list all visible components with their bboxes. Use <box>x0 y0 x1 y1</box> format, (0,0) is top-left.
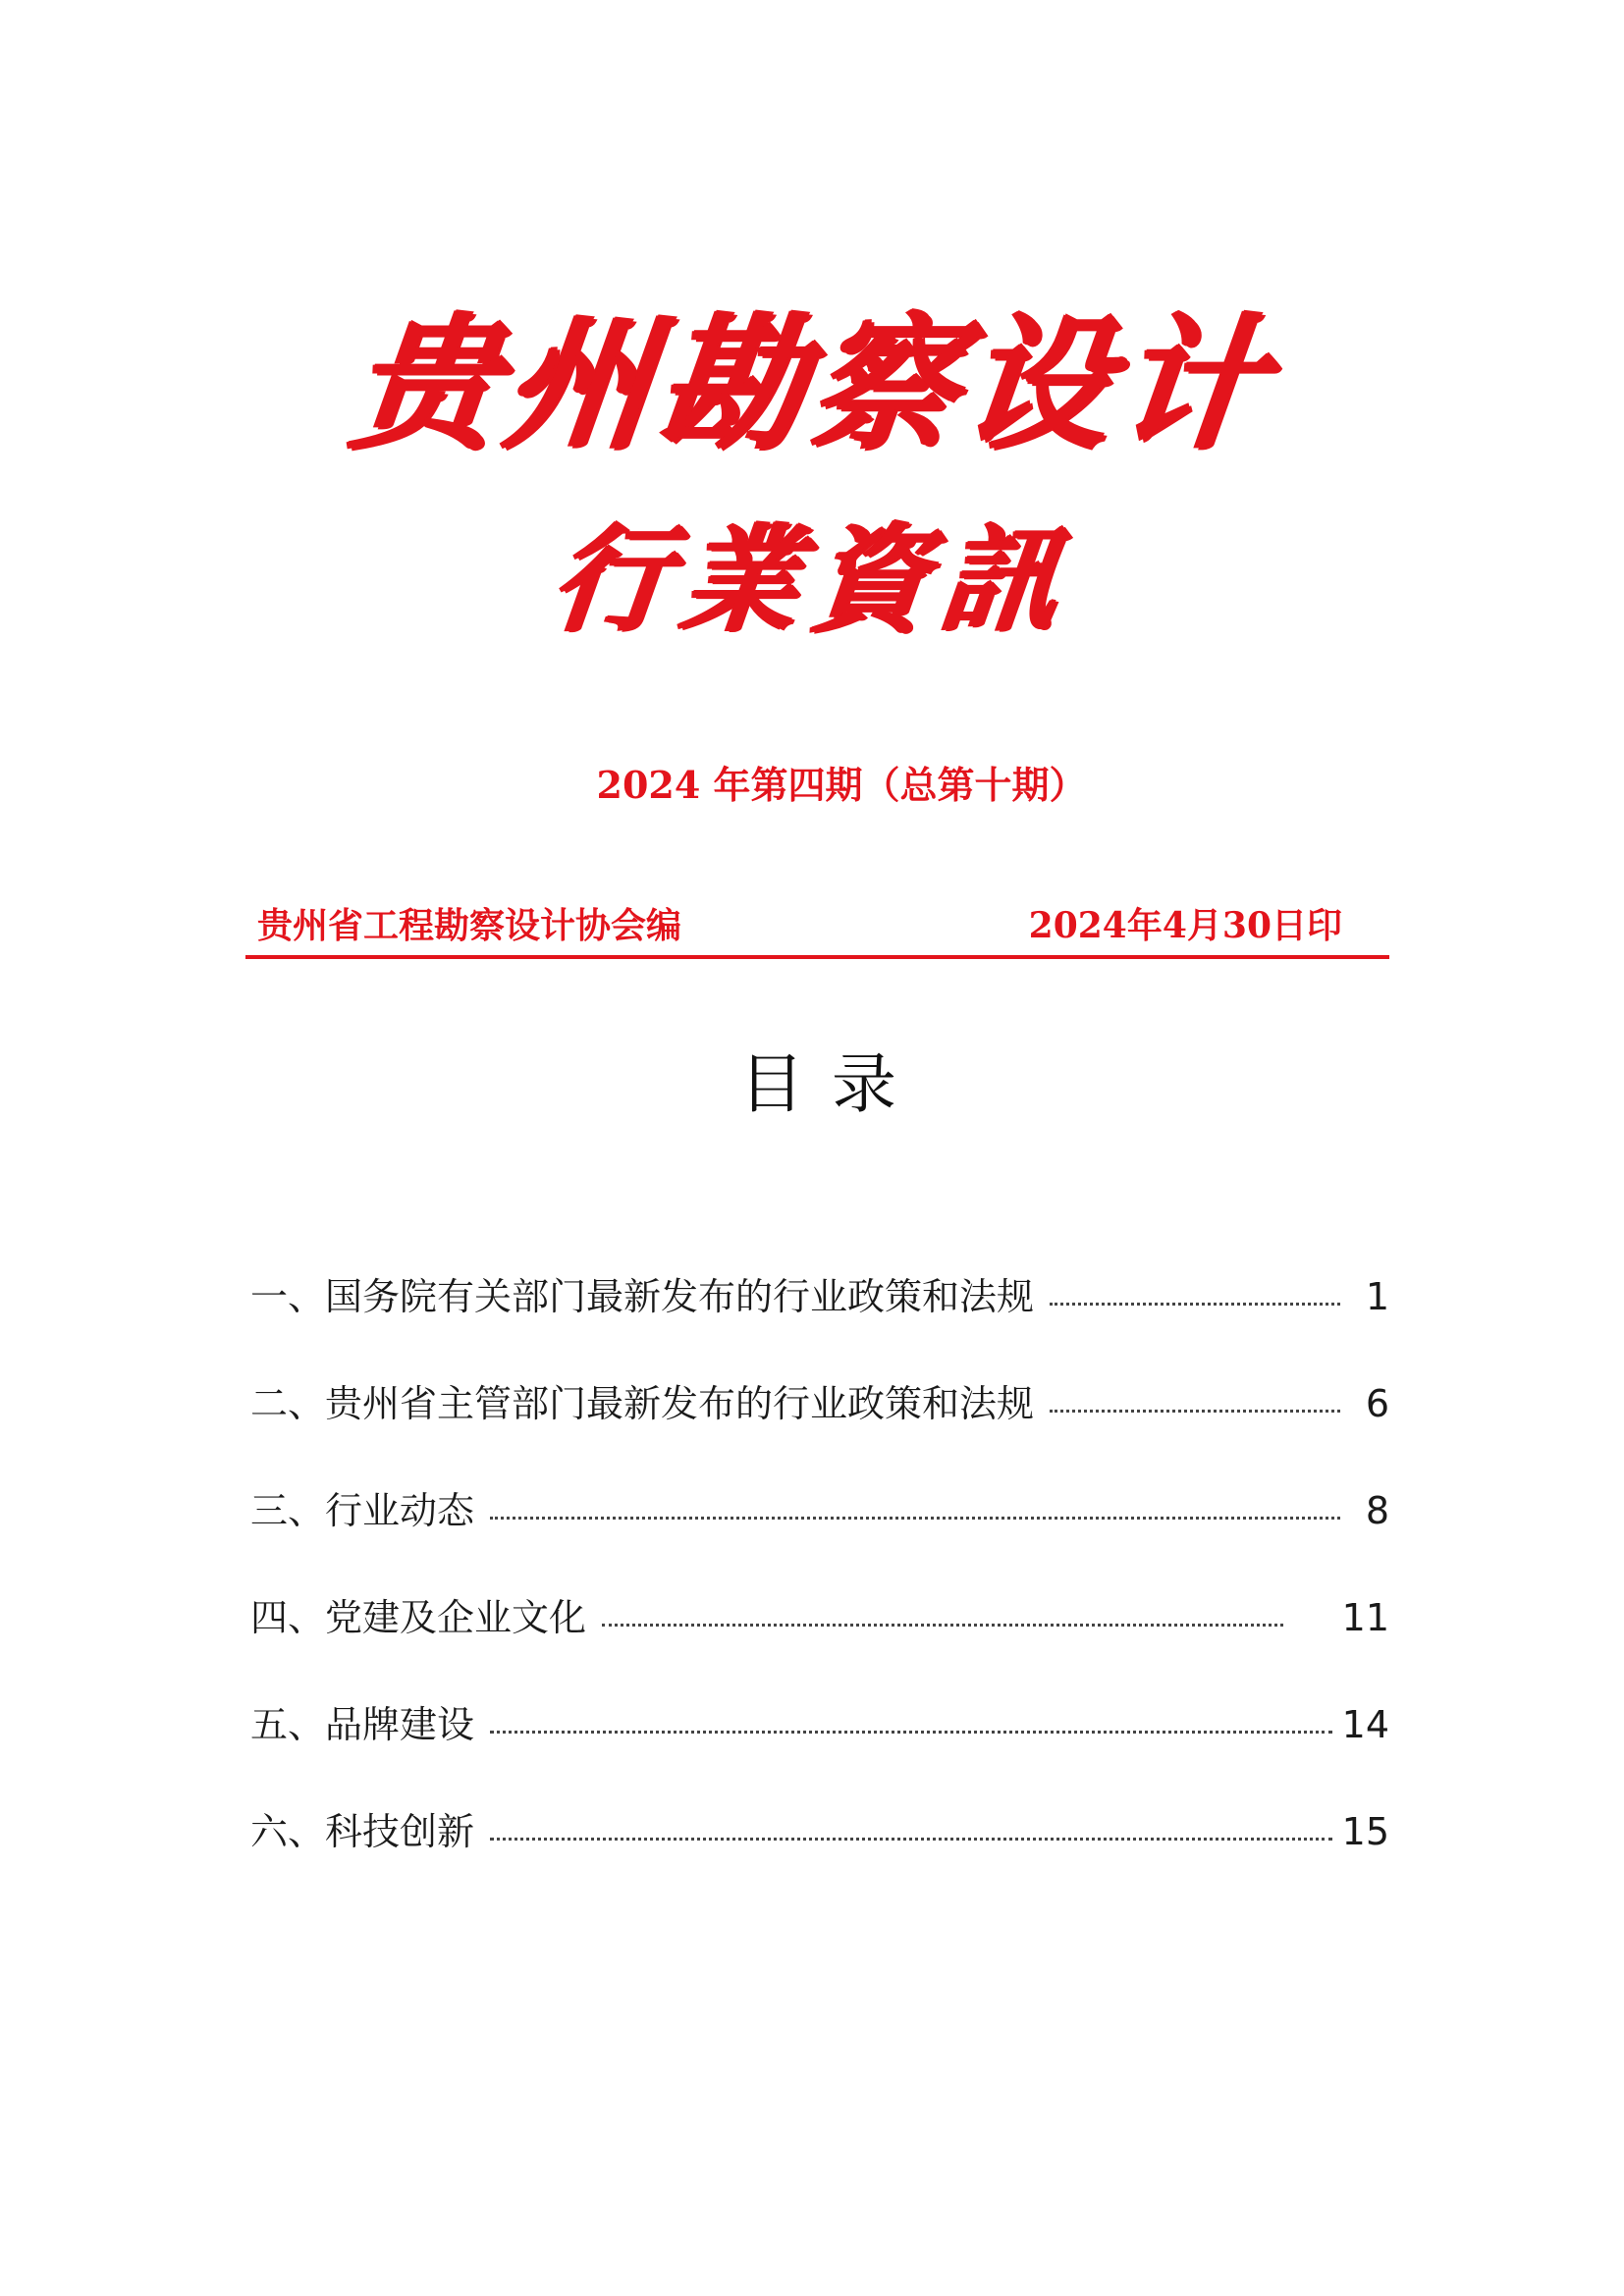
toc-dot-leader <box>490 1838 1332 1841</box>
toc-dot-leader <box>490 1731 1332 1734</box>
toc-item[interactable] <box>250 1480 1389 1587</box>
toc-item-page: 11 <box>1341 1596 1389 1639</box>
masthead-subtitle: 行業資訊 <box>545 510 1079 647</box>
table-of-contents <box>250 1266 1389 1908</box>
toc-item-label: 二、贵州省主管部门最新发布的行业政策和法规 <box>250 1382 1035 1425</box>
toc-item-page: 8 <box>1365 1489 1389 1532</box>
toc-dot-leader <box>490 1517 1340 1520</box>
toc-item-label: 四、党建及企业文化 <box>250 1596 587 1639</box>
toc-item-label: 三、行业动态 <box>250 1489 475 1532</box>
toc-item[interactable] <box>250 1694 1389 1801</box>
toc-heading: 目录 <box>739 1046 924 1122</box>
toc-item[interactable] <box>250 1373 1389 1480</box>
issue-number: 2024 年第四期（总第十期） <box>596 763 1087 807</box>
toc-item[interactable] <box>250 1801 1389 1908</box>
toc-item-label: 五、品牌建设 <box>250 1703 475 1746</box>
toc-item-label: 六、科技创新 <box>250 1810 475 1853</box>
toc-item[interactable] <box>250 1266 1389 1373</box>
toc-dot-leader <box>602 1624 1283 1627</box>
publisher-row <box>245 898 1389 959</box>
toc-item-label: 一、国务院有关部门最新发布的行业政策和法规 <box>250 1275 1035 1318</box>
toc-item-page: 14 <box>1341 1703 1389 1746</box>
toc-dot-leader <box>1050 1410 1340 1413</box>
toc-item-page: 1 <box>1365 1275 1389 1318</box>
publisher-editor: 贵州省工程勘察设计协会编 <box>257 905 682 946</box>
masthead-title: 贵州勘察设计 <box>343 297 1281 468</box>
toc-dot-leader <box>1050 1303 1340 1306</box>
toc-item-page: 15 <box>1341 1810 1389 1853</box>
toc-item[interactable] <box>250 1587 1389 1694</box>
toc-item-page: 6 <box>1365 1382 1389 1425</box>
publisher-print-date: 2024年4月30日印 <box>1028 905 1342 946</box>
